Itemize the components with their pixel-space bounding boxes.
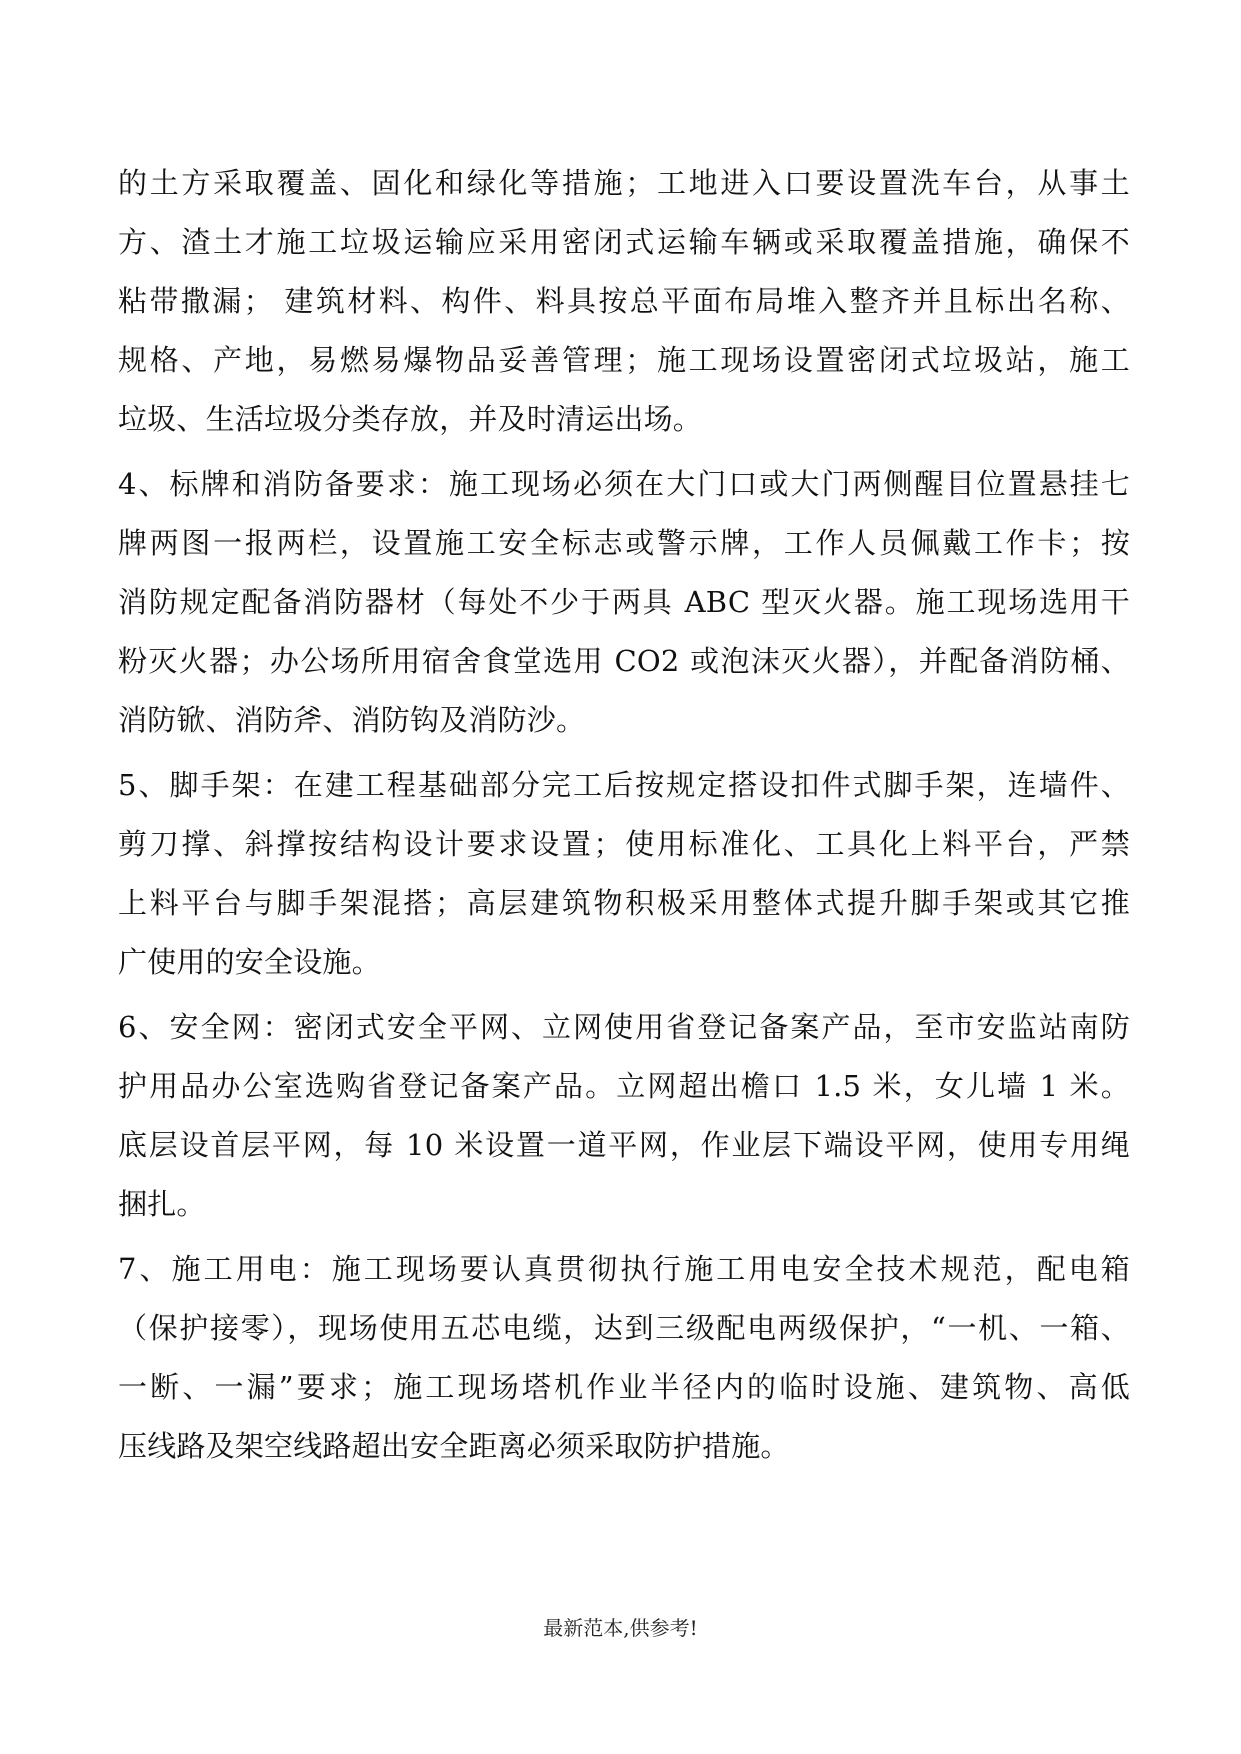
- paragraph-scaffolding: [118, 756, 1130, 992]
- page-footer: 最新范本,供参考!: [543, 1616, 698, 1640]
- text-line: 剪刀撑、斜撑按结构设计要求设置；使用标准化、工具化上料平台，严禁: [118, 827, 1130, 861]
- text-line: （保护接零），现场使用五芯电缆，达到三级配电两级保护，“一机、一箱、: [118, 1311, 1130, 1345]
- text-line: 广使用的安全设施。: [118, 945, 381, 979]
- text-line: 垃圾、生活垃圾分类存放，并及时清运出场。: [118, 402, 703, 436]
- text-line: 规格、产地，易燃易爆物品妥善管理；施工现场设置密闭式垃圾站，施工: [118, 343, 1130, 377]
- text-line: 6、安全网：密闭式安全平网、立网使用省登记备案产品，至市安监站南防: [118, 1010, 1130, 1044]
- text-line: 4、标牌和消防备要求：施工现场必须在大门口或大门两侧醒目位置悬挂七: [118, 467, 1130, 501]
- paragraph-site-cleanliness: [118, 154, 1130, 449]
- text-line: 方、渣土才施工垃圾运输应采用密闭式运输车辆或采取覆盖措施，确保不: [118, 225, 1130, 259]
- text-line: 7、施工用电：施工现场要认真贯彻执行施工用电安全技术规范，配电箱: [118, 1252, 1130, 1286]
- text-line: 护用品办公室选购省登记备案产品。立网超出檐口 1.5 米，女儿墙 1 米。: [118, 1069, 1130, 1103]
- text-line: 的土方采取覆盖、固化和绿化等措施；工地进入口要设置洗车台，从事土: [118, 166, 1130, 200]
- document-body: [118, 154, 1130, 1476]
- paragraph-electricity: [118, 1240, 1130, 1476]
- text-line: 粘带撒漏； 建筑材料、构件、料具按总平面布局堆入整齐并且标出名称、: [118, 284, 1130, 318]
- text-line: 消防规定配备消防器材（每处不少于两具 ABC 型灭火器。施工现场选用干: [118, 585, 1130, 619]
- text-line: 上料平台与脚手架混搭；高层建筑物积极采用整体式提升脚手架或其它推: [118, 886, 1130, 920]
- text-line: 消防锨、消防斧、消防钩及消防沙。: [118, 703, 586, 737]
- text-line: 粉灭火器；办公场所用宿舍食堂选用 CO2 或泡沫灭火器），并配备消防桶、: [118, 644, 1130, 678]
- text-line: 压线路及架空线路超出安全距离必须采取防护措施。: [118, 1429, 790, 1463]
- text-line: 捆扎。: [118, 1187, 206, 1221]
- text-line: 牌两图一报两栏，设置施工安全标志或警示牌，工作人员佩戴工作卡；按: [118, 526, 1130, 560]
- text-line: 5、脚手架：在建工程基础部分完工后按规定搭设扣件式脚手架，连墙件、: [118, 768, 1130, 802]
- paragraph-signage-fire: [118, 455, 1130, 750]
- text-line: 底层设首层平网，每 10 米设置一道平网，作业层下端设平网，使用专用绳: [118, 1128, 1130, 1162]
- paragraph-safety-net: [118, 998, 1130, 1234]
- text-line: 一断、一漏”要求；施工现场塔机作业半径内的临时设施、建筑物、高低: [118, 1370, 1130, 1404]
